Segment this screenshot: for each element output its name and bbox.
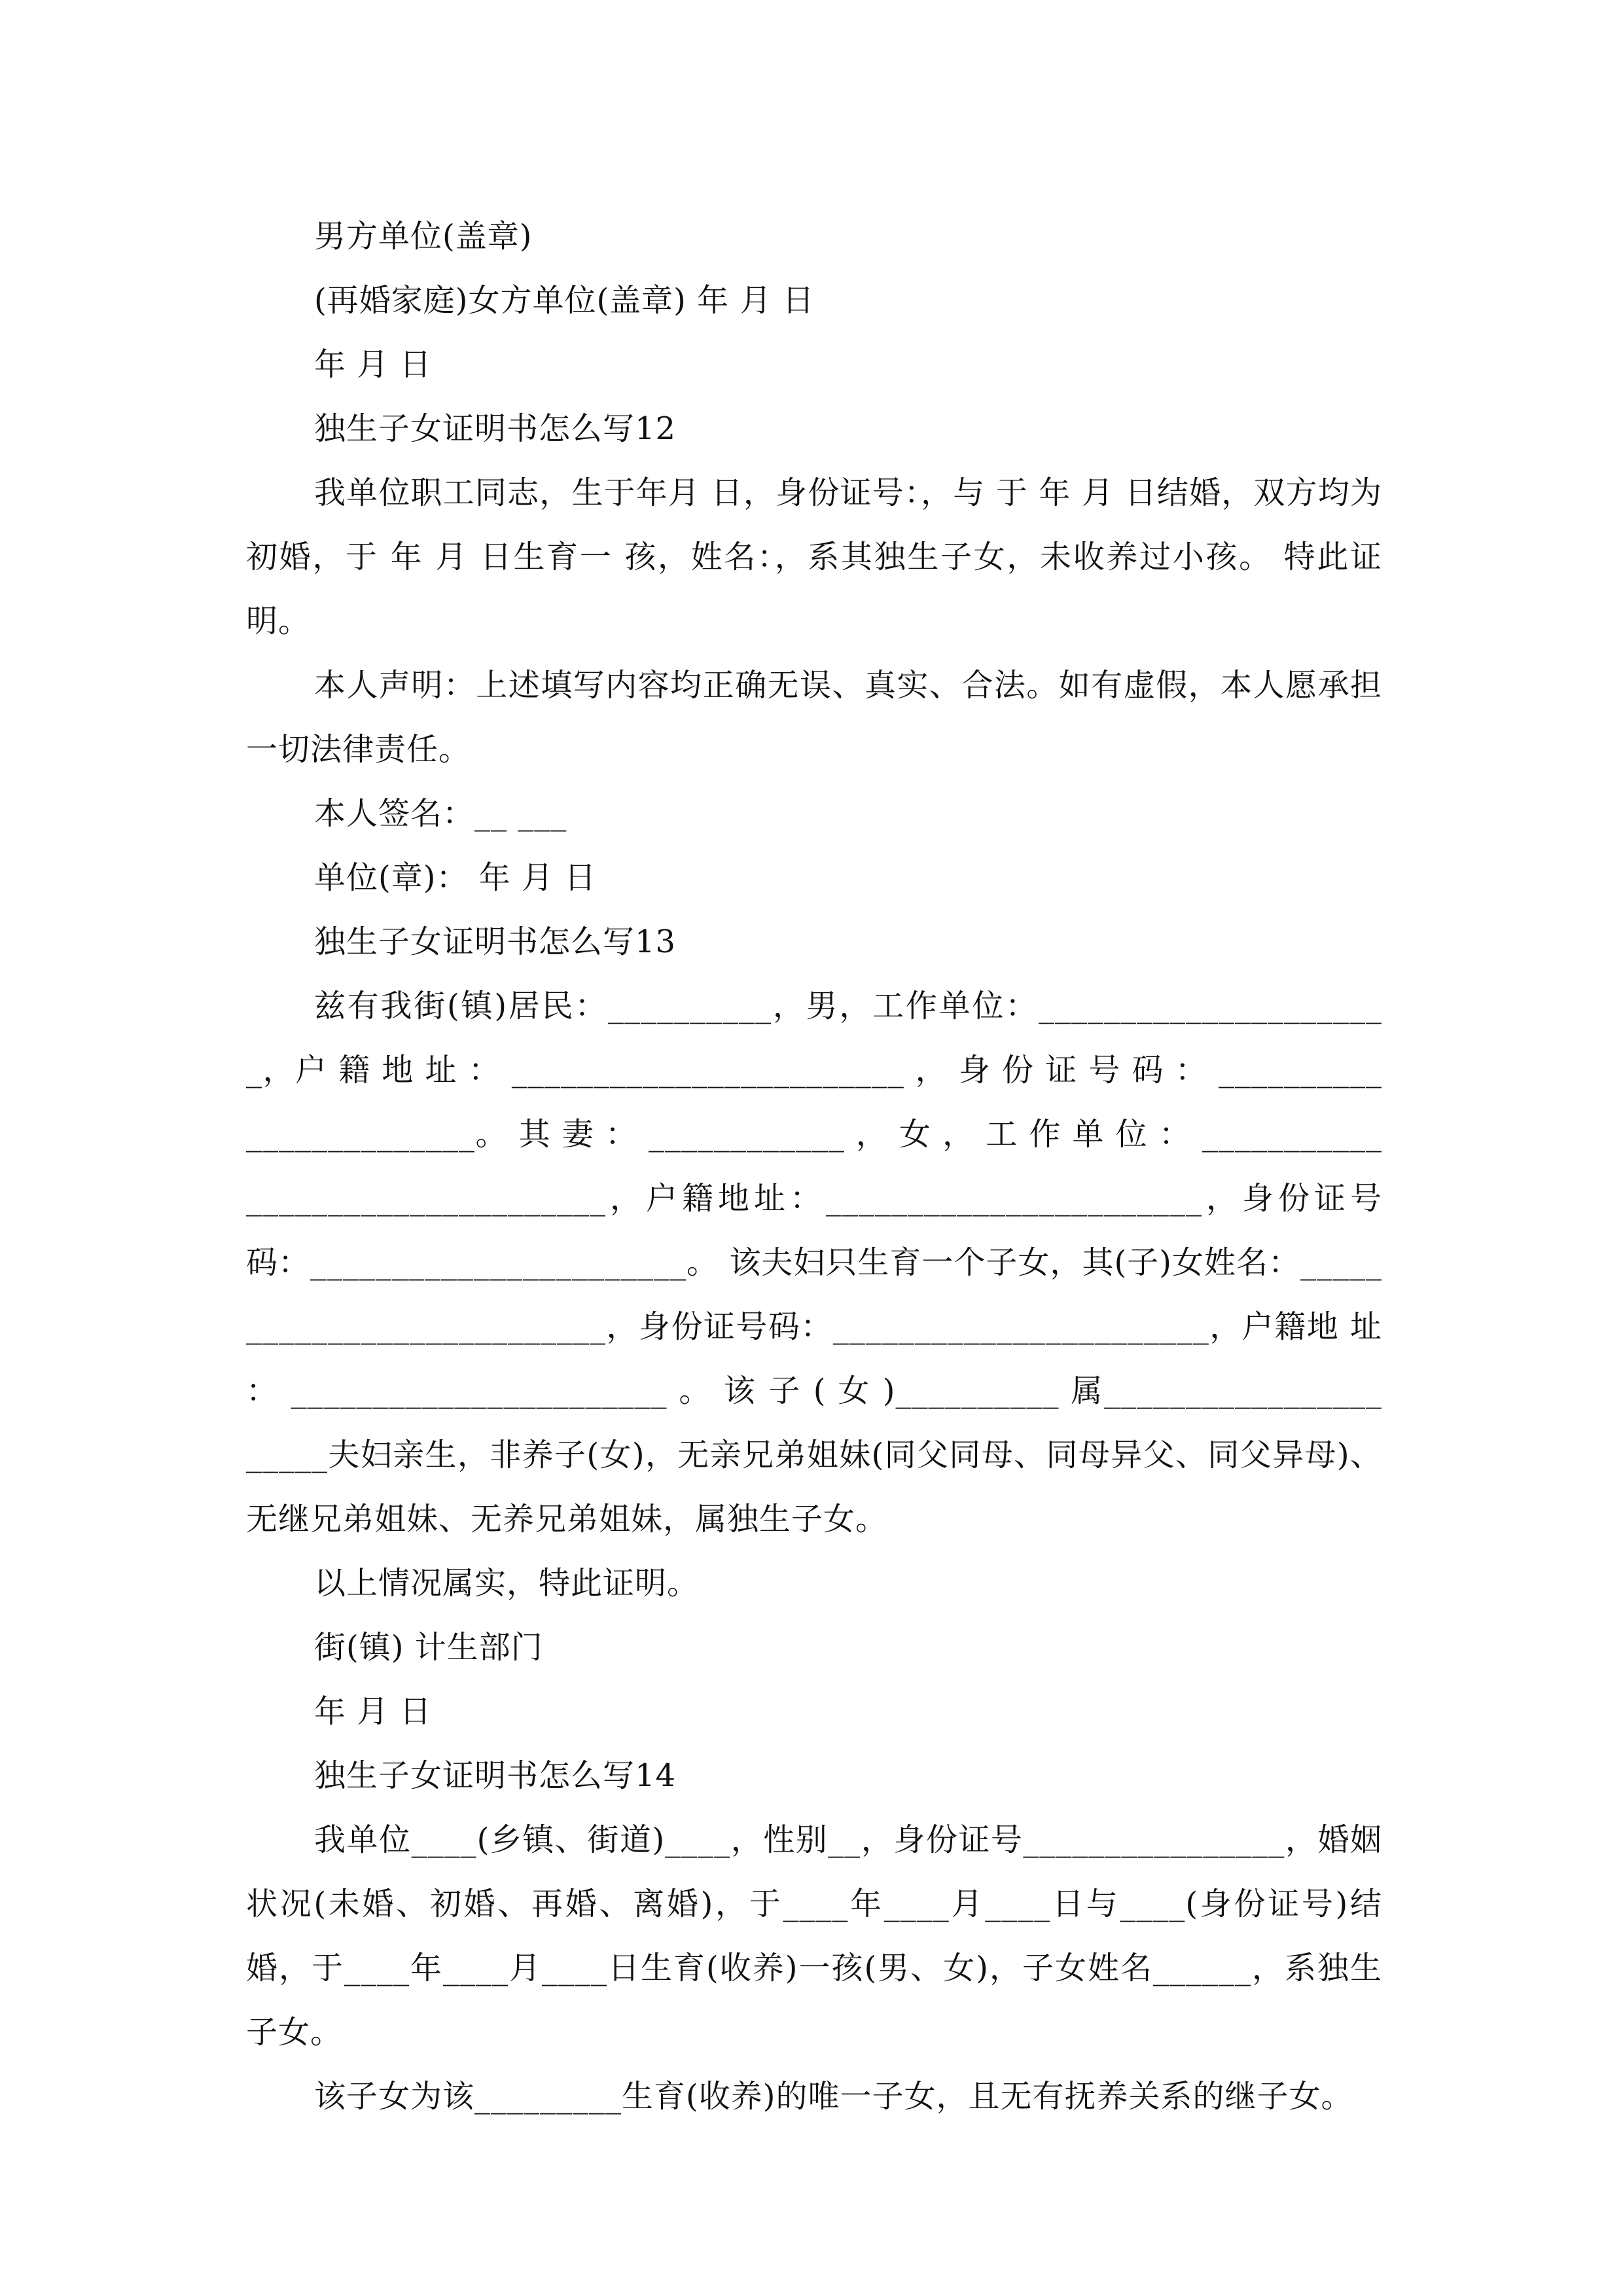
planning-department-line: 街(镇) 计生部门 [314,1629,543,1666]
female-unit-seal-line: (再婚家庭)女方单位(盖章) 年 月 日 [314,282,815,319]
true-statement-line: 以上情况属实，特此证明。 [314,1565,700,1602]
section-12-body: 我单位职工同志，生于年月 日，身份证号：，与 于 年 月 日结婚，双方均为初婚，于 年 月 日生育一 孩，姓名：，系其独生子女，未收养过小孩。 特此证明。 [246,475,1382,639]
section-13-body: 兹有我街(镇)居民：__________，男，工作单位：______________________，户 籍 地 址 ： ________________________ ， 身 份 证 号 码 ： ________________________。 其 妻 ： ____________ ， 女 ， 工 作 单 位 ： _________________________________，户籍地址：_______________________，身份证号码：_______________________。 该夫妇只生育一个子女，其(子)女姓名：___________________________，身份证号码：_______________________，户籍地 址 ： _______________________ 。 该 子 ( 女 )__________ 属______________________夫妇亲生，非养子(女)，无亲兄弟姐妹(同父同母、同母异父、同父异母)、无继兄弟姐妹、无养兄弟姐妹，属独生子女。 [246,988,1382,1537]
date-line-2: 年 月 日 [314,1693,432,1730]
date-line: 年 月 日 [314,346,432,383]
signature-line: 本人签名：__ ___ [314,795,567,832]
unit-stamp-date-line: 单位(章)： 年 月 日 [314,859,597,896]
section-title-14: 独生子女证明书怎么写14 [314,1757,677,1794]
section-title-13: 独生子女证明书怎么写13 [314,924,677,960]
male-unit-seal-line: 男方单位(盖章) [314,218,533,255]
declaration-paragraph: 本人声明：上述填写内容均正确无误、真实、合法。如有虚假，本人愿承担一切法律责任。 [246,667,1382,768]
final-statement: 该子女为该_________生育(收养)的唯一子女，且无有抚养关系的继子女。 [314,2078,1353,2115]
section-title-12: 独生子女证明书怎么写12 [314,410,677,447]
document-body [246,204,1382,2128]
section-14-body: 我单位____(乡镇、街道)____，性别__，身份证号________________，婚姻状况(未婚、初婚、再婚、离婚)，于____年____月____日与____(身份证号)结婚，于____年____月____日生育(收养)一孩(男、女)，子女姓名______，系独生子女。 [246,1821,1382,2051]
